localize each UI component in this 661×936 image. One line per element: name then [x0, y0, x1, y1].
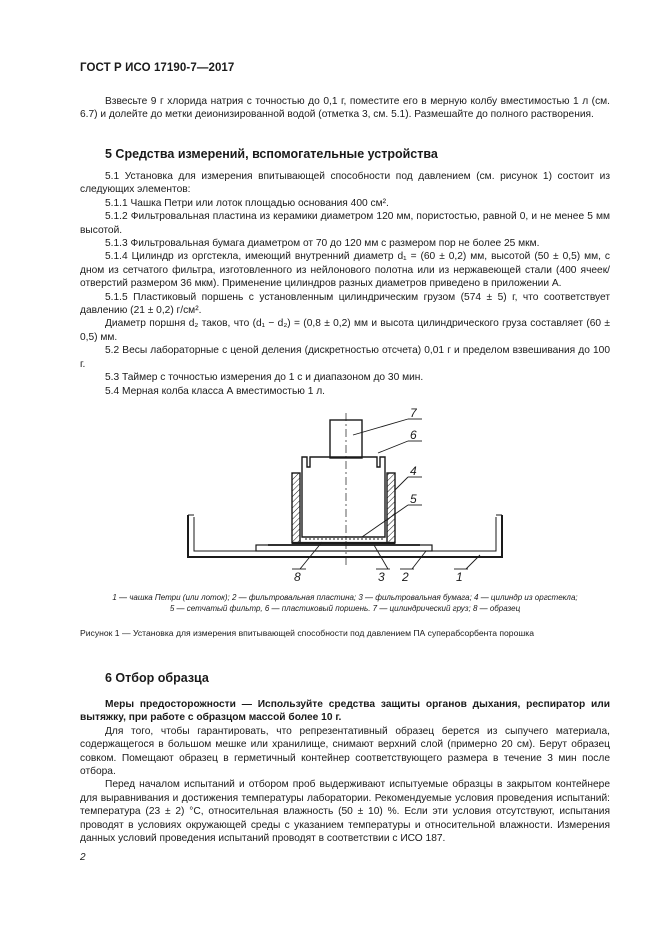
para-5-2: 5.2 Весы лабораторные с ценой деления (дискретностью отсчета) 0,01 г и пределом взвешивания до 100 г. — [80, 345, 610, 370]
label-7: 7 — [410, 406, 417, 420]
plexiglass-cylinder-right — [387, 473, 395, 543]
para-5-1-5: 5.1.5 Пластиковый поршень с установленным цилиндрическим грузом (574 ± 5) г, что соответствует давлению (21 ± 0,2) г/см². — [80, 291, 610, 317]
label-5: 5 — [410, 492, 417, 506]
figure-legend — [80, 592, 610, 614]
section-5-body — [80, 170, 610, 398]
figure-legend-line-2: 5 — сетчатый фильтр, 6 — пластиковый поршень. 7 — цилиндрический груз; 8 — образец — [169, 604, 521, 613]
intro-text — [80, 95, 610, 122]
sampling-paragraph: Для того, чтобы гарантировать, что репрезентативный образец берется из сыпучего материала, содержащегося в большом мешке или хранилище, снимают верхний слой (примерно 20 см). Берут образец совком. Помещают образец в герметичный контейнер соответствующего размера в течение 3 мин после отбора. — [80, 725, 610, 778]
conditions-paragraph: Перед началом испытаний и отбором проб выдерживают испытуемые образцы в закрытом контейнере для выравнивания и достижения температуры лаборатории. Рекомендуемые условия проведения испытаний: температура (23 ± 2) °С, относительная влажность (50 ± 10) %. Если эти условия отсутствуют, испытания проводят в условиях окружающей среды с указанием температуры и относительной влажности. Измерения данных условий проведения испытаний проводят в соответствии с ИСО 187. — [80, 779, 610, 845]
label-4: 4 — [410, 464, 417, 478]
filter-plate — [256, 545, 432, 551]
label-6: 6 — [410, 428, 417, 442]
intro-paragraph: Взвесьте 9 г хлорида натрия с точностью до 0,1 г, поместите его в мерную колбу вместимостью 1 л (см. 6.7) и долейте до метки деионизированной водой (отметка 3, см. 5.1). Размешайте до полного растворения. — [80, 96, 610, 121]
label-8: 8 — [294, 570, 301, 584]
apparatus-figure — [180, 405, 520, 585]
para-5-4: 5.4 Мерная колба класса А вместимостью 1 л. — [105, 385, 326, 397]
para-5-1: 5.1 Установка для измерения впитывающей способности под давлением (см. рисунок 1) состоит из следующих элементов: — [80, 171, 610, 196]
label-2: 2 — [402, 570, 409, 584]
para-5-1-1: 5.1.1 Чашка Петри или лоток площадью основания 400 см². — [105, 197, 389, 209]
label-1: 1 — [456, 570, 463, 584]
section-6-body — [80, 698, 610, 845]
para-5-1-4: 5.1.4 Цилиндр из оргстекла, имеющий внутренний диаметр d₁ = (60 ± 0,2) мм, высотой (50 ± 0,5) мм, с дном из сетчатого фильтра, изготовленного из нейлонового полотна или из нержавеющей стали (400 ячеек/отверстий размером 36 мкм). Применение цилиндров разных диаметров приведено в приложении А. — [80, 251, 610, 290]
figure-legend-line-1: 1 — чашка Петри (или лоток); 2 — фильтровальная пластина; 3 — фильтровальная бумага; 4 — цилиндр из оргстекла; — [112, 593, 578, 602]
document-header: ГОСТ Р ИСО 17190-7—2017 — [80, 62, 235, 74]
para-5-1-5b: Диаметр поршня d₂ таков, что (d₁ − d₂) = (0,8 ± 0,2) мм и высота цилиндрического груза составляет (60 ± 0,5) мм. — [80, 318, 610, 343]
safety-warning: Меры предосторожности — Используйте средства защиты органов дыхания, респиратор или вытяжку, при работе с образцом массой более 10 г. — [80, 699, 610, 724]
plastic-piston — [302, 457, 385, 537]
section-5-title: 5 Средства измерений, вспомогательные устройства — [105, 147, 438, 161]
plexiglass-cylinder-left — [292, 473, 300, 543]
para-5-3: 5.3 Таймер с точностью измерения до 1 с и диапазоном до 30 мин. — [105, 372, 424, 384]
page-number: 2 — [80, 852, 86, 863]
section-6-title: 6 Отбор образца — [105, 671, 209, 685]
para-5-1-3: 5.1.3 Фильтровальная бумага диаметром от 70 до 120 мм с размером пор не более 25 мкм. — [105, 238, 540, 250]
label-3: 3 — [378, 570, 385, 584]
para-5-1-2: 5.1.2 Фильтровальная пластина из керамики диаметром 120 мм, пористостью, равной 0, и не менее 5 мм высотой. — [80, 211, 610, 236]
figure-title: Рисунок 1 — Установка для измерения впитывающей способности под давлением ПА суперабсорбента порошка — [80, 628, 534, 638]
